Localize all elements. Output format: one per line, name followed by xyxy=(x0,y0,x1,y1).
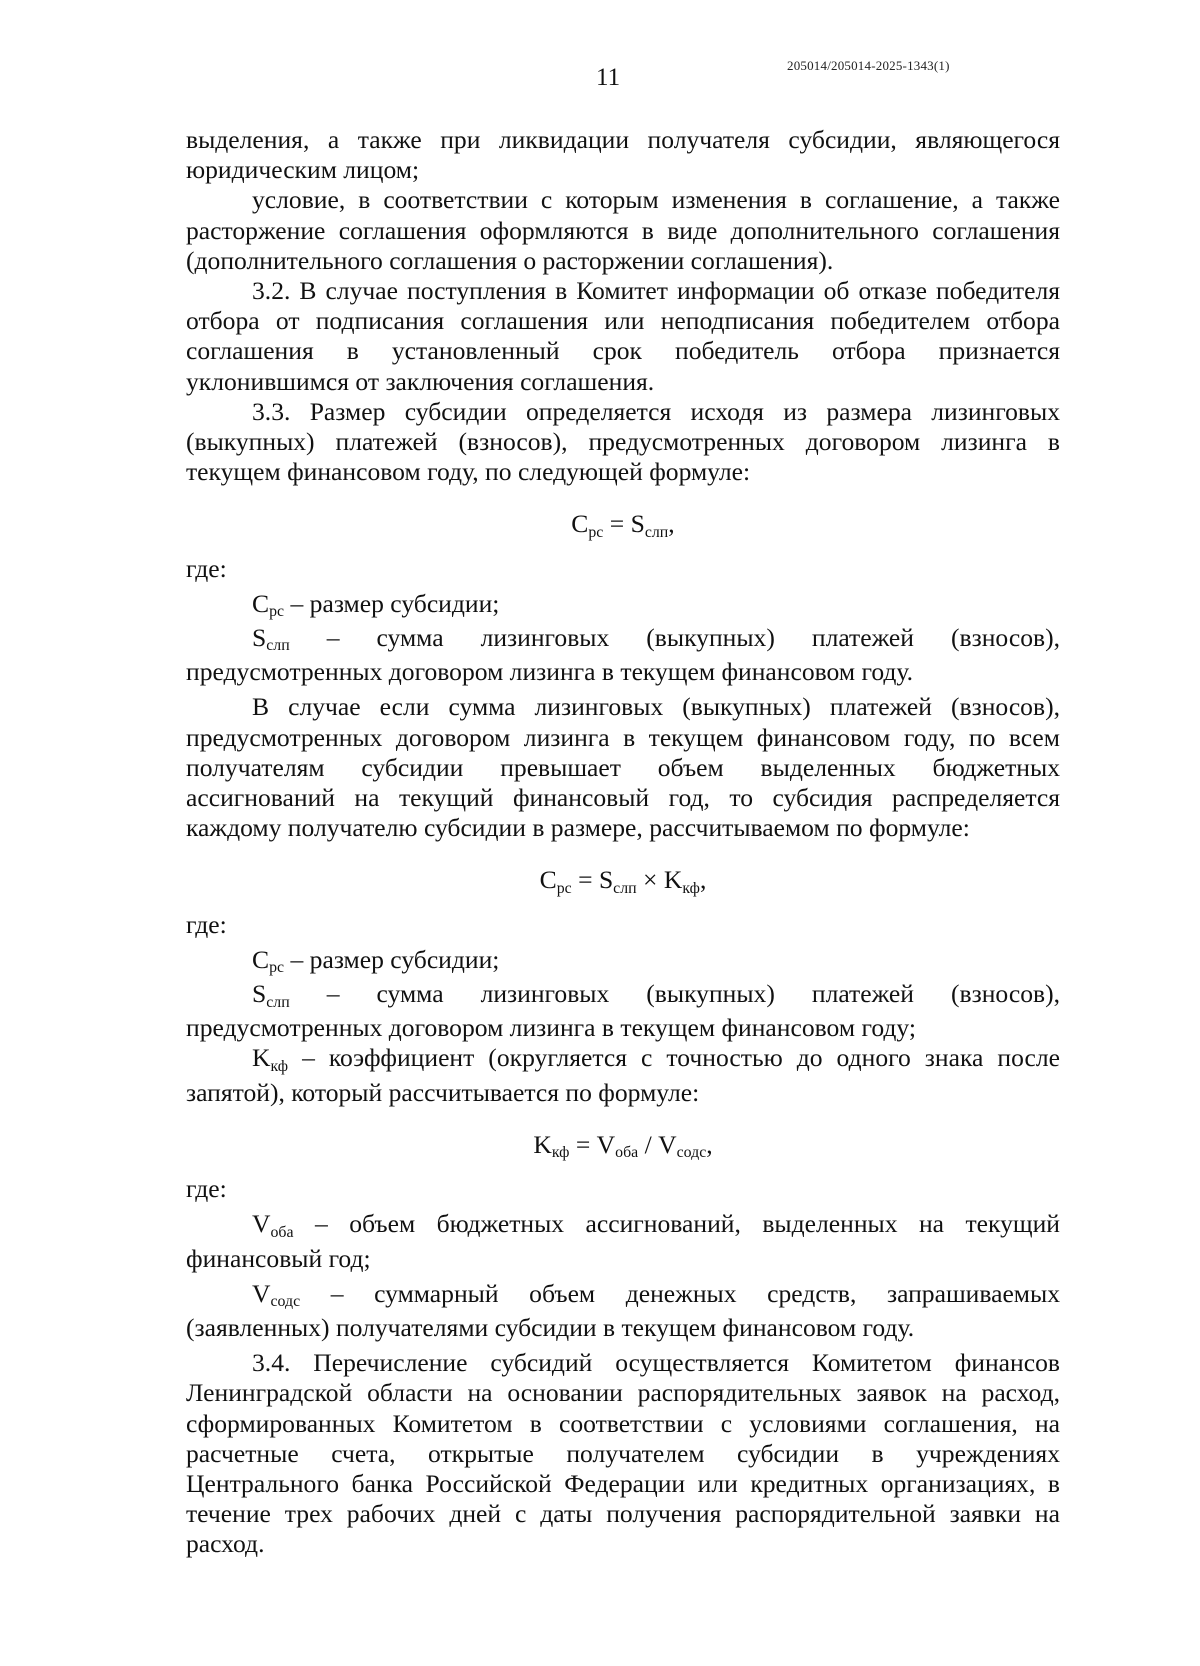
definition-text: – суммарный объем денежных средств, запрашиваемых (заявленных) получателями субсидии в текущем финансовом году. xyxy=(186,1278,1060,1342)
definition-crs xyxy=(186,589,1060,623)
formula-symbol: K xyxy=(663,865,683,895)
where-label: где: xyxy=(186,909,227,939)
formula-subsidy-size xyxy=(186,509,1060,543)
paragraph-3-4: 3.4. Перечисление субсидий осуществляется Комитетом финансов Ленинградской области на основании распорядительных заявок на расход, сформированных Комитетом в соответствии с условиями соглашения, на расчетные счета, открытые получателем субсидии в учреждениях Центрального банка Российской Федерации или кредитных организациях, в течение трех рабочих дней с даты получения распорядительной заявки на расход. xyxy=(186,1348,1060,1559)
formula-subscript: рс xyxy=(556,879,572,897)
definition-subscript: содс xyxy=(270,1293,301,1311)
definition-text: – сумма лизинговых (выкупных) платежей (взносов), предусмотренных договором лизинга в текущем финансовом году. xyxy=(186,623,1060,687)
definition-symbol: S xyxy=(252,623,267,653)
definition-symbol: K xyxy=(252,1043,271,1073)
formula-operator: = xyxy=(569,1129,597,1159)
document-id: 205014/205014-2025-1343(1) xyxy=(787,58,950,73)
formula-symbol: S xyxy=(598,865,614,895)
formula-symbol: C xyxy=(571,509,589,539)
definition-symbol: V xyxy=(252,1209,271,1239)
paragraph-continuation: выделения, а также при ликвидации получателя субсидии, являющегося юридическим лицом; xyxy=(186,125,1060,185)
formula-operator: / xyxy=(638,1129,659,1159)
definition-subscript: кф xyxy=(270,1057,289,1075)
formula-subsidy-distributed xyxy=(186,865,1060,899)
where-label: где: xyxy=(186,553,227,583)
formula-operator: × xyxy=(636,865,664,895)
definition-symbol: S xyxy=(252,979,267,1009)
definition-subscript: слп xyxy=(266,993,290,1011)
formula-symbol: V xyxy=(658,1129,677,1159)
definition-subscript: слп xyxy=(266,637,290,655)
formula-subscript: содс xyxy=(676,1144,707,1162)
definition-symbol: C xyxy=(252,588,270,618)
formula-coefficient xyxy=(186,1130,1060,1164)
paragraph-3-3: 3.3. Размер субсидии определяется исходя из размера лизинговых (выкупных) платежей (взносов), предусмотренных договором лизинга в текущем финансовом году, по следующей формуле: xyxy=(186,396,1060,487)
formula-symbol: K xyxy=(533,1129,552,1159)
page-number: 11 xyxy=(596,64,621,91)
formula-punctuation: , xyxy=(706,1129,713,1159)
definition-kkf xyxy=(186,1043,1060,1107)
paragraph-3-2: 3.2. В случае поступления в Комитет информации об отказе победителя отбора от подписания соглашения или неподписания победителем отбора соглашения в установленный срок победитель отбора признается уклонившимся от заключения соглашения. xyxy=(186,276,1060,396)
definition-sslp xyxy=(186,979,1060,1043)
document-body xyxy=(186,125,1060,1560)
formula-subscript: оба xyxy=(615,1144,639,1162)
definition-voba xyxy=(186,1209,1060,1273)
paragraph-agreement-changes: условие, в соответствии с которым изменения в соглашение, а также расторжение соглашения оформляются в виде дополнительного соглашения (дополнительного соглашения о расторжении соглашения). xyxy=(186,185,1060,275)
definition-symbol: C xyxy=(252,944,270,974)
definition-text: – размер субсидии; xyxy=(284,588,500,618)
formula-subscript: слп xyxy=(644,523,669,541)
definition-subscript: рс xyxy=(269,959,285,977)
definition-text: – размер субсидии; xyxy=(284,944,500,974)
formula-subscript: кф xyxy=(682,879,700,897)
definition-crs xyxy=(186,945,1060,979)
definition-text: – объем бюджетных ассигнований, выделенных на текущий финансовый год; xyxy=(186,1209,1060,1273)
formula-operator: = xyxy=(571,865,599,895)
where-label: где: xyxy=(186,1174,227,1204)
definition-subscript: рс xyxy=(269,603,285,621)
definition-sslp xyxy=(186,623,1060,687)
formula-subscript: рс xyxy=(588,523,604,541)
formula-symbol: C xyxy=(539,865,557,895)
formula-subscript: кф xyxy=(551,1144,570,1162)
formula-operator: = xyxy=(603,509,631,539)
definition-vsods xyxy=(186,1279,1060,1343)
definition-symbol: V xyxy=(252,1278,271,1308)
formula-subscript: слп xyxy=(613,879,637,897)
definition-text: – сумма лизинговых (выкупных) платежей (взносов), предусмотренных договором лизинга в текущем финансовом году; xyxy=(186,979,1060,1043)
formula-punctuation: , xyxy=(668,509,675,539)
formula-symbol: S xyxy=(630,509,645,539)
definition-subscript: оба xyxy=(270,1223,294,1241)
definition-text: – коэффициент (округляется с точностью до одного знака после запятой), который рассчитывается по формуле: xyxy=(186,1043,1060,1107)
formula-symbol: V xyxy=(596,1129,616,1159)
formula-punctuation: , xyxy=(699,865,707,895)
paragraph-excess-case: В случае если сумма лизинговых (выкупных) платежей (взносов), предусмотренных договором лизинга в текущем финансовом году, по всем получателям субсидии превышает объем выделенных бюджетных ассигнований на текущий финансовый год, то субсидия распределяется каждому получателю субсидии в размере, рассчитываемом по формуле: xyxy=(186,692,1060,843)
